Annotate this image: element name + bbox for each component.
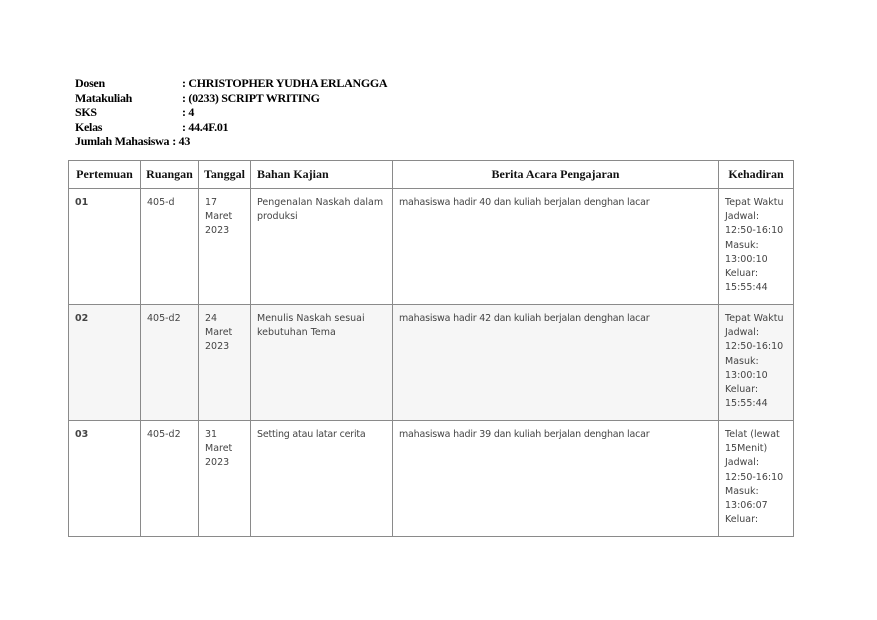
header-tanggal: Tanggal [199,161,251,189]
kehadiran-keluar: 15:55:44 [725,282,768,294]
cell-kehadiran [719,421,794,537]
kehadiran-jadwal: 12:50-16:10 [725,471,784,483]
kehadiran-jadwal-label: Jadwal: [725,211,760,223]
jumlah-label: Jumlah Mahasiswa [75,134,170,148]
kehadiran-keluar: 15:55:44 [725,398,768,410]
table-row [69,305,794,421]
info-row-sks [75,105,387,120]
header-ruangan: Ruangan [141,161,199,189]
kehadiran-jadwal-label: Jadwal: [725,457,760,469]
cell-ruangan: 405-d2 [141,421,199,537]
kehadiran-jadwal: 12:50-16:10 [725,225,784,237]
sks-label: SKS [75,105,97,119]
tanggal-year: 2023 [205,225,230,237]
kelas-value: : 44.4F.01 [182,119,229,134]
cell-bahan-kajian: Menulis Naskah sesuai kebutuhan Tema [251,305,393,421]
header-bahan-kajian: Bahan Kajian [251,161,393,189]
info-row-jumlah [75,134,387,149]
info-row-dosen [75,76,387,91]
cell-berita-acara: mahasiswa hadir 39 dan kuliah berjalan denghan lacar [393,421,719,537]
kehadiran-keluar-label: Keluar: [725,384,759,396]
cell-kehadiran [719,189,794,305]
kehadiran-masuk: 13:06:07 [725,500,768,512]
kelas-label: Kelas [75,119,103,134]
tanggal-month: Maret [205,327,233,339]
dosen-value: : CHRISTOPHER YUDHA ERLANGGA [182,76,388,90]
cell-ruangan: 405-d2 [141,305,199,421]
tanggal-day: 17 [205,197,218,208]
matakuliah-label: Matakuliah [75,90,133,105]
kehadiran-masuk-label: Masuk: [725,485,759,497]
tanggal-month: Maret [205,211,233,223]
cell-bahan-kajian: Setting atau latar cerita [251,421,393,537]
table-header-row [69,161,794,189]
kehadiran-masuk-label: Masuk: [725,355,759,367]
course-info [75,76,387,149]
dosen-label: Dosen [75,76,105,90]
cell-berita-acara: mahasiswa hadir 42 dan kuliah berjalan denghan lacar [393,305,719,421]
cell-bahan-kajian: Pengenalan Naskah dalam produksi [251,189,393,305]
kehadiran-status: Telat (lewat [725,429,780,440]
tanggal-day: 24 [205,313,218,324]
cell-berita-acara: mahasiswa hadir 40 dan kuliah berjalan denghan lacar [393,189,719,305]
cell-pertemuan: 01 [69,189,141,305]
info-row-matakuliah [75,91,387,106]
attendance-table [68,160,794,537]
kehadiran-keluar-label: Keluar: [725,514,759,526]
table-row [69,421,794,537]
cell-tanggal [199,305,251,421]
kehadiran-keluar-label: Keluar: [725,268,759,280]
kehadiran-status: Tepat Waktu [725,313,784,324]
kehadiran-status-detail: 15Menit) [725,443,768,455]
jumlah-value: : 43 [172,134,191,148]
header-kehadiran: Kehadiran [719,161,794,189]
cell-pertemuan: 02 [69,305,141,421]
header-berita-acara: Berita Acara Pengajaran [393,161,719,189]
cell-pertemuan: 03 [69,421,141,537]
header-pertemuan: Pertemuan [69,161,141,189]
cell-tanggal [199,189,251,305]
kehadiran-jadwal-label: Jadwal: [725,327,760,339]
tanggal-day: 31 [205,429,218,440]
kehadiran-masuk: 13:00:10 [725,369,768,381]
tanggal-year: 2023 [205,457,230,469]
kehadiran-masuk: 13:00:10 [725,253,768,265]
cell-ruangan: 405-d [141,189,199,305]
kehadiran-status: Tepat Waktu [725,197,784,208]
tanggal-year: 2023 [205,341,230,353]
cell-kehadiran [719,305,794,421]
kehadiran-jadwal: 12:50-16:10 [725,341,784,353]
info-row-kelas [75,120,387,135]
cell-tanggal [199,421,251,537]
matakuliah-value: : (0233) SCRIPT WRITING [182,90,320,105]
tanggal-month: Maret [205,443,233,455]
sks-value: : 4 [182,105,195,119]
kehadiran-masuk-label: Masuk: [725,239,759,251]
table-row [69,189,794,305]
